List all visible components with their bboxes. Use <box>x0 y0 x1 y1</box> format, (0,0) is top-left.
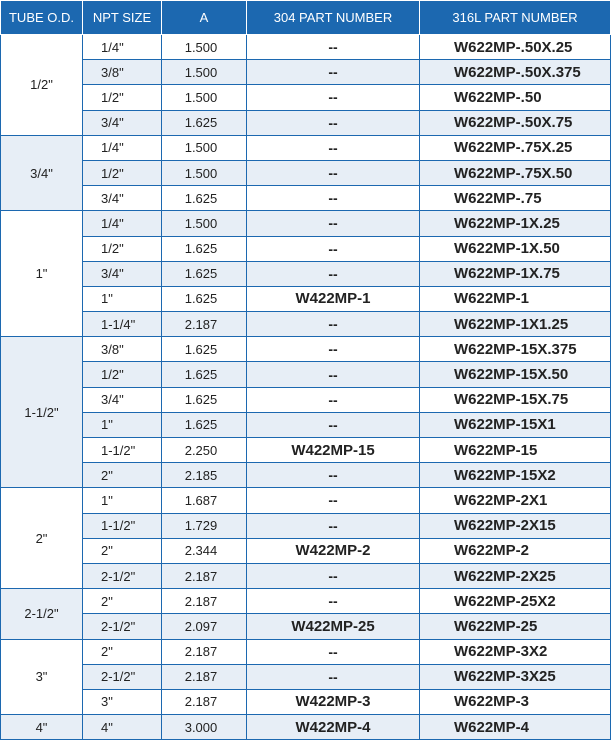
header-tube-od: TUBE O.D. <box>1 1 83 35</box>
table-row <box>1 312 611 337</box>
npt-size-cell: 3/4" <box>83 186 162 211</box>
a-dimension-cell: 1.625 <box>162 261 247 286</box>
npt-size-cell: 1-1/2" <box>83 513 162 538</box>
part-304-cell: -- <box>247 85 420 110</box>
table-row <box>1 614 611 639</box>
table-row <box>1 110 611 135</box>
table-row <box>1 186 611 211</box>
npt-size-cell: 3/4" <box>83 261 162 286</box>
part-304-cell: -- <box>247 186 420 211</box>
part-304-cell: -- <box>247 639 420 664</box>
npt-size-cell: 1" <box>83 488 162 513</box>
part-316l-cell: W622MP-4 <box>420 715 611 740</box>
part-316l-cell: W622MP-2X25 <box>420 563 611 588</box>
npt-size-cell: 1-1/4" <box>83 312 162 337</box>
part-316l-cell: W622MP-25X2 <box>420 589 611 614</box>
part-304-cell: W422MP-2 <box>247 538 420 563</box>
npt-size-cell: 3/8" <box>83 337 162 362</box>
npt-size-cell: 3" <box>83 689 162 714</box>
part-316l-cell: W622MP-3X25 <box>420 664 611 689</box>
header-row <box>1 1 611 35</box>
a-dimension-cell: 1.687 <box>162 488 247 513</box>
table-row <box>1 639 611 664</box>
a-dimension-cell: 1.625 <box>162 362 247 387</box>
npt-size-cell: 1/4" <box>83 211 162 236</box>
header-304-part-number: 304 PART NUMBER <box>247 1 420 35</box>
part-316l-cell: W622MP-1X1.25 <box>420 312 611 337</box>
table-row <box>1 463 611 488</box>
a-dimension-cell: 1.625 <box>162 110 247 135</box>
part-316l-cell: W622MP-15X.375 <box>420 337 611 362</box>
table-row <box>1 589 611 614</box>
part-316l-cell: W622MP-15X2 <box>420 463 611 488</box>
tube-od-cell: 2" <box>1 488 83 589</box>
part-316l-cell: W622MP-1X.25 <box>420 211 611 236</box>
part-304-cell: -- <box>247 664 420 689</box>
part-316l-cell: W622MP-.75 <box>420 186 611 211</box>
table-row <box>1 387 611 412</box>
part-316l-cell: W622MP-.50X.25 <box>420 35 611 60</box>
npt-size-cell: 1" <box>83 286 162 311</box>
a-dimension-cell: 3.000 <box>162 715 247 740</box>
a-dimension-cell: 2.097 <box>162 614 247 639</box>
npt-size-cell: 1-1/2" <box>83 438 162 463</box>
table-row <box>1 538 611 563</box>
part-304-cell: -- <box>247 463 420 488</box>
a-dimension-cell: 2.187 <box>162 689 247 714</box>
tube-od-cell: 3/4" <box>1 135 83 211</box>
a-dimension-cell: 1.500 <box>162 135 247 160</box>
a-dimension-cell: 1.625 <box>162 387 247 412</box>
part-316l-cell: W622MP-15 <box>420 438 611 463</box>
npt-size-cell: 3/4" <box>83 110 162 135</box>
tube-od-cell: 4" <box>1 715 83 740</box>
table-row <box>1 60 611 85</box>
a-dimension-cell: 1.500 <box>162 60 247 85</box>
part-304-cell: -- <box>247 160 420 185</box>
part-304-cell: -- <box>247 110 420 135</box>
npt-size-cell: 1/2" <box>83 85 162 110</box>
a-dimension-cell: 1.500 <box>162 211 247 236</box>
part-304-cell: W422MP-1 <box>247 286 420 311</box>
part-304-cell: -- <box>247 412 420 437</box>
table-row <box>1 513 611 538</box>
npt-size-cell: 2" <box>83 538 162 563</box>
npt-size-cell: 2" <box>83 463 162 488</box>
part-316l-cell: W622MP-15X1 <box>420 412 611 437</box>
table-row <box>1 664 611 689</box>
table-row <box>1 160 611 185</box>
part-316l-cell: W622MP-.50X.375 <box>420 60 611 85</box>
table-row <box>1 286 611 311</box>
npt-size-cell: 1/2" <box>83 236 162 261</box>
part-316l-cell: W622MP-.50X.75 <box>420 110 611 135</box>
part-304-cell: W422MP-3 <box>247 689 420 714</box>
part-316l-cell: W622MP-.75X.25 <box>420 135 611 160</box>
table-row <box>1 337 611 362</box>
table-body <box>1 35 611 740</box>
a-dimension-cell: 1.500 <box>162 35 247 60</box>
part-304-cell: W422MP-4 <box>247 715 420 740</box>
npt-size-cell: 2" <box>83 639 162 664</box>
part-304-cell: W422MP-15 <box>247 438 420 463</box>
part-316l-cell: W622MP-.75X.50 <box>420 160 611 185</box>
part-316l-cell: W622MP-1 <box>420 286 611 311</box>
a-dimension-cell: 1.500 <box>162 85 247 110</box>
npt-size-cell: 1/2" <box>83 362 162 387</box>
part-304-cell: -- <box>247 589 420 614</box>
a-dimension-cell: 1.625 <box>162 286 247 311</box>
npt-size-cell: 3/8" <box>83 60 162 85</box>
a-dimension-cell: 2.187 <box>162 639 247 664</box>
part-316l-cell: W622MP-15X.75 <box>420 387 611 412</box>
a-dimension-cell: 1.625 <box>162 412 247 437</box>
table-row <box>1 362 611 387</box>
part-316l-cell: W622MP-25 <box>420 614 611 639</box>
tube-od-cell: 1/2" <box>1 35 83 136</box>
header-npt-size: NPT SIZE <box>83 1 162 35</box>
part-304-cell: -- <box>247 387 420 412</box>
table-row <box>1 563 611 588</box>
npt-size-cell: 1/4" <box>83 135 162 160</box>
table-row <box>1 261 611 286</box>
part-304-cell: -- <box>247 135 420 160</box>
tube-od-cell: 1-1/2" <box>1 337 83 488</box>
table-row <box>1 488 611 513</box>
part-316l-cell: W622MP-3X2 <box>420 639 611 664</box>
part-304-cell: -- <box>247 312 420 337</box>
part-316l-cell: W622MP-1X.75 <box>420 261 611 286</box>
tube-od-cell: 3" <box>1 639 83 715</box>
npt-size-cell: 1/4" <box>83 35 162 60</box>
part-304-cell: W422MP-25 <box>247 614 420 639</box>
a-dimension-cell: 1.500 <box>162 160 247 185</box>
table-row <box>1 412 611 437</box>
npt-size-cell: 1/2" <box>83 160 162 185</box>
npt-size-cell: 1" <box>83 412 162 437</box>
a-dimension-cell: 2.187 <box>162 589 247 614</box>
part-316l-cell: W622MP-2X15 <box>420 513 611 538</box>
npt-size-cell: 2-1/2" <box>83 614 162 639</box>
header-a: A <box>162 1 247 35</box>
part-304-cell: -- <box>247 60 420 85</box>
table-row <box>1 438 611 463</box>
a-dimension-cell: 1.729 <box>162 513 247 538</box>
table-row <box>1 211 611 236</box>
table-row <box>1 85 611 110</box>
a-dimension-cell: 2.187 <box>162 563 247 588</box>
table-row <box>1 236 611 261</box>
a-dimension-cell: 1.625 <box>162 236 247 261</box>
table-row <box>1 135 611 160</box>
part-304-cell: -- <box>247 563 420 588</box>
part-304-cell: -- <box>247 211 420 236</box>
part-316l-cell: W622MP-15X.50 <box>420 362 611 387</box>
npt-size-cell: 4" <box>83 715 162 740</box>
part-304-cell: -- <box>247 337 420 362</box>
part-304-cell: -- <box>247 35 420 60</box>
a-dimension-cell: 2.250 <box>162 438 247 463</box>
table-row <box>1 715 611 740</box>
npt-size-cell: 2-1/2" <box>83 664 162 689</box>
table-row <box>1 689 611 714</box>
part-316l-cell: W622MP-1X.50 <box>420 236 611 261</box>
part-304-cell: -- <box>247 261 420 286</box>
npt-size-cell: 2" <box>83 589 162 614</box>
a-dimension-cell: 2.185 <box>162 463 247 488</box>
a-dimension-cell: 2.187 <box>162 664 247 689</box>
npt-size-cell: 2-1/2" <box>83 563 162 588</box>
a-dimension-cell: 1.625 <box>162 186 247 211</box>
header-316l-part-number: 316L PART NUMBER <box>420 1 611 35</box>
tube-od-cell: 2-1/2" <box>1 589 83 639</box>
tube-od-cell: 1" <box>1 211 83 337</box>
table-row <box>1 35 611 60</box>
part-304-cell: -- <box>247 236 420 261</box>
a-dimension-cell: 1.625 <box>162 337 247 362</box>
part-316l-cell: W622MP-3 <box>420 689 611 714</box>
a-dimension-cell: 2.187 <box>162 312 247 337</box>
part-304-cell: -- <box>247 362 420 387</box>
part-316l-cell: W622MP-2X1 <box>420 488 611 513</box>
part-304-cell: -- <box>247 488 420 513</box>
part-316l-cell: W622MP-.50 <box>420 85 611 110</box>
a-dimension-cell: 2.344 <box>162 538 247 563</box>
npt-size-cell: 3/4" <box>83 387 162 412</box>
part-316l-cell: W622MP-2 <box>420 538 611 563</box>
part-304-cell: -- <box>247 513 420 538</box>
